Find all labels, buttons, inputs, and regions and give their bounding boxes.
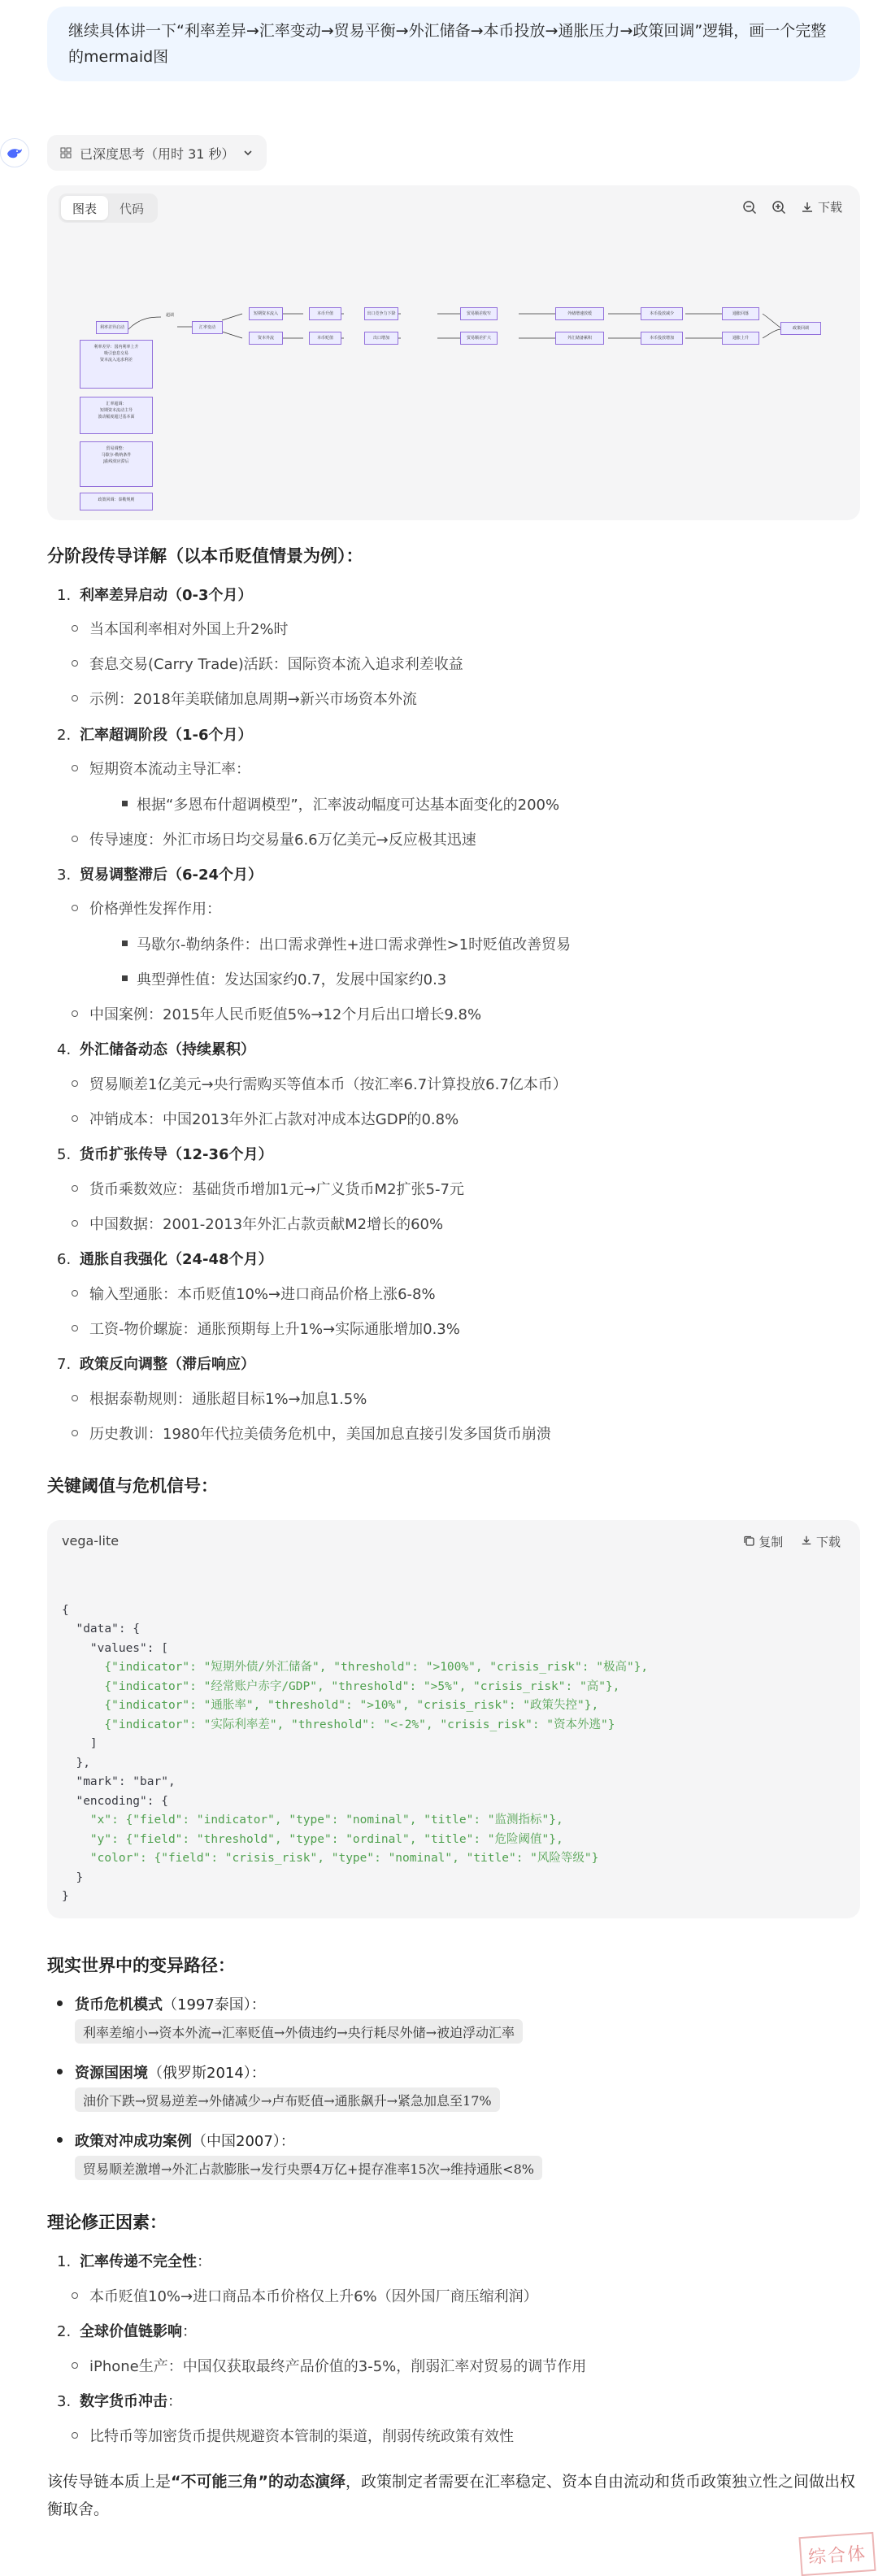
diagram-note: 政策回调：泰勒规则: [80, 493, 153, 510]
section-title-thresholds: 关键阈值与危机信号：: [47, 1476, 218, 1496]
diagram-note: 贸易调整： 马歇尔-勒纳条件 J曲线效应滞后: [80, 441, 153, 487]
factor-heading: 1. 汇率传递不完全性：: [57, 2253, 211, 2270]
copy-label: 复制: [758, 1535, 784, 1549]
thinking-icon: [60, 147, 72, 159]
diagram-node: 通胀上升: [722, 332, 759, 345]
assistant-avatar: [0, 138, 29, 167]
diagram-download-label: 下载: [817, 200, 842, 215]
diagram-node: 外汇储备累积: [555, 332, 604, 345]
conclusion-paragraph: 该传导链本质上是“不可能三角”的动态演绎，政策制定者需要在汇率稳定、资本自由流动和货币政策独立性之间做出权衡取舍。: [47, 2473, 856, 2518]
list-item: 工资-物价螺旋：通胀预期每上升1%→实际通胀增加0.3%: [89, 1318, 460, 1339]
mermaid-diagram: [80, 242, 844, 510]
user-message-text: 继续具体讲一下“利率差异→汇率变动→贸易平衡→外汇储备→本币投放→通胀压力→政策回调”逻辑，画一个完整的mermaid图: [68, 22, 827, 66]
list-item: 中国案例：2015年人民币贬值5%→12个月后出口增长9.8%: [89, 1003, 481, 1024]
diagram-card-header: [47, 185, 860, 231]
diagram-note: 汇率超调： 短期资本流动主导 波动幅度超过基本面: [80, 397, 153, 434]
case-path: 贸易顺差激增→外汇占款膨胀→发行央票4万亿+提存准率15次→维持通胀<8%: [75, 2156, 542, 2180]
code-line: },: [62, 1756, 90, 1770]
diagram-node: 出口增加: [364, 332, 398, 345]
code-line: "y": {"field": "threshold", "type": "ordinal", "title": "危险阈值"},: [62, 1832, 563, 1846]
diagram-node: 本币投放减少: [641, 307, 683, 320]
code-line: {: [62, 1603, 69, 1617]
section-title-variants: 现实世界中的变异路径：: [47, 1956, 235, 1975]
diagram-note: 利率差异：国内利率上升 吸引套息交易 资本流入追求利差: [80, 340, 153, 389]
list-item: 价格弹性发挥作用：: [89, 897, 221, 919]
zoom-out-icon[interactable]: [742, 200, 757, 215]
case-path: 油价下跌→贸易逆差→外储减少→卢布贬值→通胀飙升→紧急加息至17%: [75, 2087, 500, 2112]
diagram-node: 超调: [165, 312, 174, 318]
download-icon: [801, 201, 814, 214]
stage-4-heading: 4. 外汇储备动态（持续累积）: [57, 1041, 255, 1058]
code-line: {"indicator": "短期外债/外汇储备", "threshold": ">100%", "crisis_risk": "极高"},: [62, 1661, 649, 1674]
code-line: }: [62, 1890, 69, 1903]
list-item: 根据泰勒规则：通胀超目标1%→加息1.5%: [89, 1388, 367, 1409]
code-line: {"indicator": "实际利率差", "threshold": "<-2%", "crisis_risk": "资本外逃"}: [62, 1718, 615, 1731]
view-tabs: [59, 193, 158, 223]
stage-7-heading: 7. 政策反向调整（滞后响应）: [57, 1356, 255, 1373]
download-icon: [801, 1535, 812, 1546]
list-item: 输入型通胀：本币贬值10%→进口商品价格上涨6-8%: [89, 1283, 436, 1304]
diagram-node: 外储增速放缓: [555, 307, 604, 320]
code-content: [62, 1582, 648, 1945]
case-item: 货币危机模式（1997泰国）：: [75, 1993, 266, 2014]
deep-thinking-toggle[interactable]: [47, 135, 267, 171]
diagram-node: 资本外流: [249, 332, 283, 345]
list-item: 示例：2018年美联储加息周期→新兴市场资本外流: [89, 688, 417, 709]
tab-chart[interactable]: 图表: [61, 196, 108, 220]
diagram-edges: [80, 242, 844, 510]
copy-button[interactable]: [743, 1533, 783, 1550]
code-line: ]: [62, 1737, 98, 1750]
list-item: 典型弹性值：发达国家约0.7，发展中国家约0.3: [137, 968, 446, 989]
diagram-tools: [742, 198, 842, 215]
copy-icon: [743, 1535, 754, 1546]
code-line: {"indicator": "通胀率", "threshold": ">10%", "crisis_risk": "政策失控"},: [62, 1699, 599, 1712]
diagram-node: 贸易顺差扩大: [460, 332, 498, 345]
chevron-down-icon: [243, 148, 253, 158]
zoom-in-icon[interactable]: [772, 200, 786, 215]
watermark-stamp: 综合体: [798, 2532, 876, 2576]
list-item: 贸易顺差1亿美元→央行需购买等值本币（按汇率6.7计算投放6.7亿本币）: [89, 1073, 567, 1094]
list-item: 货币乘数效应：基础货币增加1元→广义货币M2扩张5-7元: [89, 1178, 464, 1199]
stage-5-heading: 5. 货币扩张传导（12-36个月）: [57, 1146, 273, 1163]
code-line: }: [62, 1870, 84, 1884]
section-title-stages: 分阶段传导详解（以本币贬值情景为例）：: [47, 546, 363, 566]
list-item: 本币贬值10%→进口商品本币价格仅上升6%（因外国厂商压缩利润）: [89, 2285, 538, 2306]
factor-heading: 2. 全球价值链影响：: [57, 2323, 197, 2340]
list-item: 马歇尔-勒纳条件：出口需求弹性+进口需求弹性>1时贬值改善贸易: [137, 933, 571, 954]
list-item: 传导速度：外汇市场日均交易量6.6万亿美元→反应极其迅速: [89, 828, 476, 849]
diagram-node: 贸易顺差收窄: [460, 307, 498, 320]
list-item: 比特币等加密货币提供规避资本管制的渠道，削弱传统政策有效性: [89, 2425, 514, 2446]
factor-heading: 3. 数字货币冲击：: [57, 2393, 182, 2410]
list-item: 当本国利率相对外国上升2%时: [89, 618, 289, 639]
list-item: 中国数据：2001-2013年外汇占款贡献M2增长的60%: [89, 1213, 443, 1234]
case-item: 资源国困境（俄罗斯2014）：: [75, 2061, 266, 2083]
tab-code[interactable]: 代码: [120, 201, 145, 216]
code-download-label: 下载: [815, 1535, 841, 1549]
code-line: "mark": "bar",: [62, 1775, 176, 1788]
diagram-download-button[interactable]: [801, 198, 842, 215]
list-item: 根据“多恩布什超调模型”，汇率波动幅度可达基本面变化的200%: [137, 793, 559, 815]
stage-1-heading: 1. 利率差异启动（0-3个月）: [57, 587, 253, 604]
code-language-label: vega-lite: [62, 1533, 120, 1549]
list-item: 短期资本流动主导汇率：: [89, 758, 250, 779]
code-tools: [743, 1533, 841, 1550]
diagram-node: 本币投放增加: [641, 332, 683, 345]
stage-6-heading: 6. 通胀自我强化（24-48个月）: [57, 1251, 273, 1268]
list-item: iPhone生产：中国仅获取最终产品价值的3-5%，削弱汇率对贸易的调节作用: [89, 2355, 586, 2376]
user-message-bubble: [47, 7, 860, 81]
whale-logo-icon: [5, 143, 24, 163]
code-line: {"indicator": "经常账户赤字/GDP", "threshold": ">5%", "crisis_risk": "高"},: [62, 1679, 620, 1693]
list-item: 历史教训：1980年代拉美债务危机中，美国加息直接引发多国货币崩溃: [89, 1423, 551, 1444]
case-path: 利率差缩小→资本外流→汇率贬值→外债违约→央行耗尽外储→被迫浮动汇率: [75, 2019, 523, 2044]
code-line: "data": {: [62, 1622, 141, 1636]
code-line: "x": {"field": "indicator", "type": "nominal", "title": "监测指标"},: [62, 1814, 563, 1827]
mermaid-diagram-card: [47, 185, 860, 520]
thinking-label: 已深度思考（用时 31 秒）: [80, 146, 235, 162]
code-block: [47, 1520, 860, 1918]
code-line: "color": {"field": "crisis_risk", "type": "nominal", "title": "风险等级"}: [62, 1852, 599, 1865]
diagram-node: 短期资本流入: [249, 307, 283, 320]
diagram-node: 出口竞争力下降: [364, 307, 398, 320]
diagram-node: 本币升值: [309, 307, 341, 320]
list-item: 套息交易(Carry Trade)活跃：国际资本流入追求利差收益: [89, 653, 463, 674]
case-item: 政策对冲成功案例（中国2007）：: [75, 2130, 295, 2151]
diagram-node: 本币贬值: [309, 332, 341, 345]
code-line: "values": [: [62, 1641, 168, 1655]
stage-3-heading: 3. 贸易调整滞后（6-24个月）: [57, 867, 263, 884]
diagram-node: 利率差异启动: [96, 321, 128, 334]
stage-2-heading: 2. 汇率超调阶段（1-6个月）: [57, 727, 253, 744]
diagram-node: 政策回调: [780, 322, 821, 335]
list-item: 冲销成本：中国2013年外汇占款对冲成本达GDP的0.8%: [89, 1108, 459, 1129]
code-line: "encoding": {: [62, 1794, 168, 1808]
diagram-node: 通胀回落: [722, 307, 759, 320]
diagram-node: 汇率变动: [192, 321, 223, 334]
code-download-button[interactable]: [801, 1533, 841, 1550]
section-title-factors: 理论修正因素：: [47, 2213, 167, 2232]
